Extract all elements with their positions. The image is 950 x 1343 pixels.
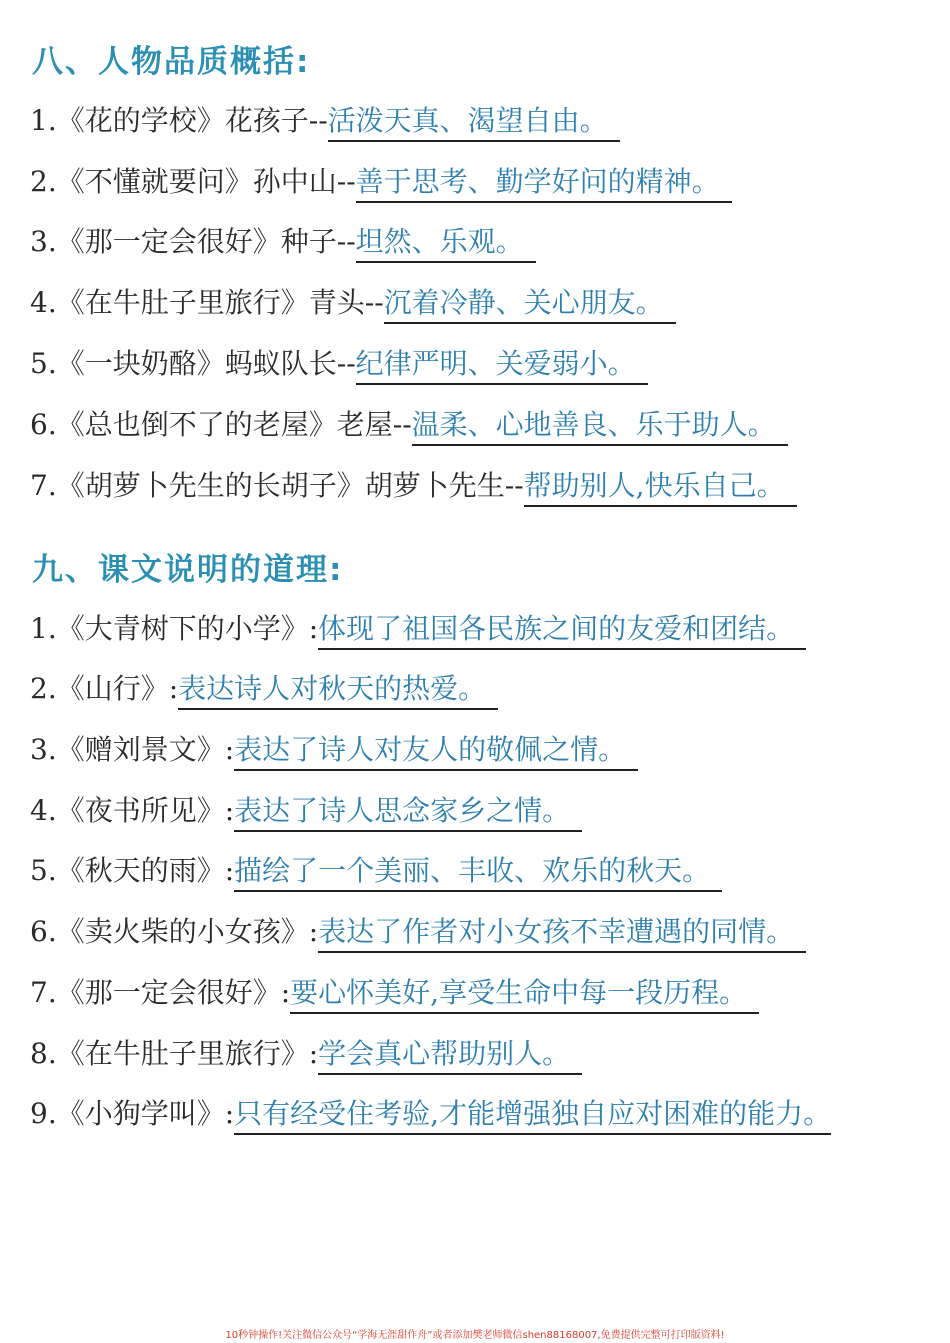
list-item xyxy=(30,466,797,510)
item-title: 《秋天的雨》 xyxy=(56,854,225,887)
item-number: 3. xyxy=(30,733,57,766)
item-answer: 描绘了一个美丽、丰收、欢乐的秋天。 xyxy=(234,852,722,892)
item-separator: -- xyxy=(336,165,356,198)
item-answer: 体现了祖国各民族之间的友爱和团结。 xyxy=(318,610,806,650)
section-heading: 八、人物品质概括: xyxy=(32,44,311,80)
list-item xyxy=(30,791,582,835)
list-item xyxy=(30,669,498,713)
item-number: 3. xyxy=(30,225,57,258)
item-separator: -- xyxy=(336,347,356,380)
list-item xyxy=(30,162,732,206)
item-title: 《在牛肚子里旅行》 xyxy=(56,286,309,319)
list-item xyxy=(30,912,806,956)
item-subject: 种子 xyxy=(280,225,337,258)
item-number: 1. xyxy=(30,612,57,645)
item-answer: 活泼天真、渴望自由。 xyxy=(328,102,620,142)
item-separator: : xyxy=(308,612,319,645)
list-item xyxy=(30,344,648,388)
item-answer: 帮助别人,快乐自己。 xyxy=(524,467,797,507)
item-separator: : xyxy=(224,854,235,887)
item-number: 1. xyxy=(30,104,57,137)
item-title: 《山行》 xyxy=(56,672,169,705)
item-title: 《花的学校》 xyxy=(56,104,225,137)
list-item xyxy=(30,851,722,895)
item-number: 7. xyxy=(30,469,57,502)
item-number: 4. xyxy=(30,794,57,827)
list-item xyxy=(30,405,788,449)
item-title: 《在牛肚子里旅行》 xyxy=(56,1037,309,1070)
item-answer: 表达了作者对小女孩不幸遭遇的同情。 xyxy=(318,913,806,953)
list-item xyxy=(30,222,536,266)
item-answer: 沉着冷静、关心朋友。 xyxy=(384,284,676,324)
item-answer: 纪律严明、关爱弱小。 xyxy=(356,345,648,385)
item-title: 《不懂就要问》 xyxy=(56,165,253,198)
section-heading: 九、课文说明的道理: xyxy=(32,552,344,588)
item-title: 《夜书所见》 xyxy=(56,794,225,827)
item-title: 《那一定会很好》 xyxy=(56,976,281,1009)
item-subject: 蚂蚁队长 xyxy=(224,347,337,380)
list-item xyxy=(30,1034,582,1078)
item-subject: 花孩子 xyxy=(224,104,309,137)
item-title: 《胡萝卜先生的长胡子》 xyxy=(56,469,365,502)
item-subject: 胡萝卜先生 xyxy=(364,469,505,502)
item-separator: : xyxy=(224,733,235,766)
item-separator: : xyxy=(224,794,235,827)
item-answer: 学会真心帮助别人。 xyxy=(318,1035,582,1075)
item-number: 7. xyxy=(30,976,57,1009)
item-separator: : xyxy=(168,672,179,705)
item-title: 《赠刘景文》 xyxy=(56,733,225,766)
item-title: 《那一定会很好》 xyxy=(56,225,281,258)
item-answer: 要心怀美好,享受生命中每一段历程。 xyxy=(290,974,759,1014)
item-number: 2. xyxy=(30,165,57,198)
item-subject: 青头 xyxy=(308,286,365,319)
list-item xyxy=(30,1094,831,1138)
item-number: 5. xyxy=(30,347,57,380)
item-number: 9. xyxy=(30,1097,57,1130)
item-answer: 只有经受住考验,才能增强独自应对困难的能力。 xyxy=(234,1095,831,1135)
item-answer: 温柔、心地善良、乐于助人。 xyxy=(412,406,788,446)
item-separator: -- xyxy=(392,408,412,441)
item-separator: -- xyxy=(364,286,384,319)
item-separator: : xyxy=(280,976,291,1009)
list-item xyxy=(30,101,620,145)
item-separator: -- xyxy=(308,104,328,137)
item-answer: 表达诗人对秋天的热爱。 xyxy=(178,670,498,710)
item-number: 2. xyxy=(30,672,57,705)
item-number: 5. xyxy=(30,854,57,887)
item-answer: 表达了诗人对友人的敬佩之情。 xyxy=(234,731,638,771)
item-number: 6. xyxy=(30,915,57,948)
item-title: 《大青树下的小学》 xyxy=(56,612,309,645)
item-number: 4. xyxy=(30,286,57,319)
item-number: 8. xyxy=(30,1037,57,1070)
item-separator: -- xyxy=(336,225,356,258)
item-answer: 坦然、乐观。 xyxy=(356,223,536,263)
footer-notice: 10秒钟操作!关注微信公众号“学海无涯甜作舟”或者添加樊老师微信shen88168007,免费提供完整可打印版资料! xyxy=(225,1330,725,1341)
item-number: 6. xyxy=(30,408,57,441)
list-item xyxy=(30,973,759,1017)
item-separator: : xyxy=(308,915,319,948)
list-item xyxy=(30,609,806,653)
item-title: 《小狗学叫》 xyxy=(56,1097,225,1130)
item-separator: -- xyxy=(504,469,524,502)
item-separator: : xyxy=(308,1037,319,1070)
item-subject: 老屋 xyxy=(336,408,393,441)
item-subject: 孙中山 xyxy=(252,165,337,198)
list-item xyxy=(30,730,638,774)
list-item xyxy=(30,283,676,327)
item-answer: 善于思考、勤学好问的精神。 xyxy=(356,163,732,203)
item-answer: 表达了诗人思念家乡之情。 xyxy=(234,792,582,832)
item-title: 《卖火柴的小女孩》 xyxy=(56,915,309,948)
item-title: 《一块奶酪》 xyxy=(56,347,225,380)
item-title: 《总也倒不了的老屋》 xyxy=(56,408,337,441)
item-separator: : xyxy=(224,1097,235,1130)
